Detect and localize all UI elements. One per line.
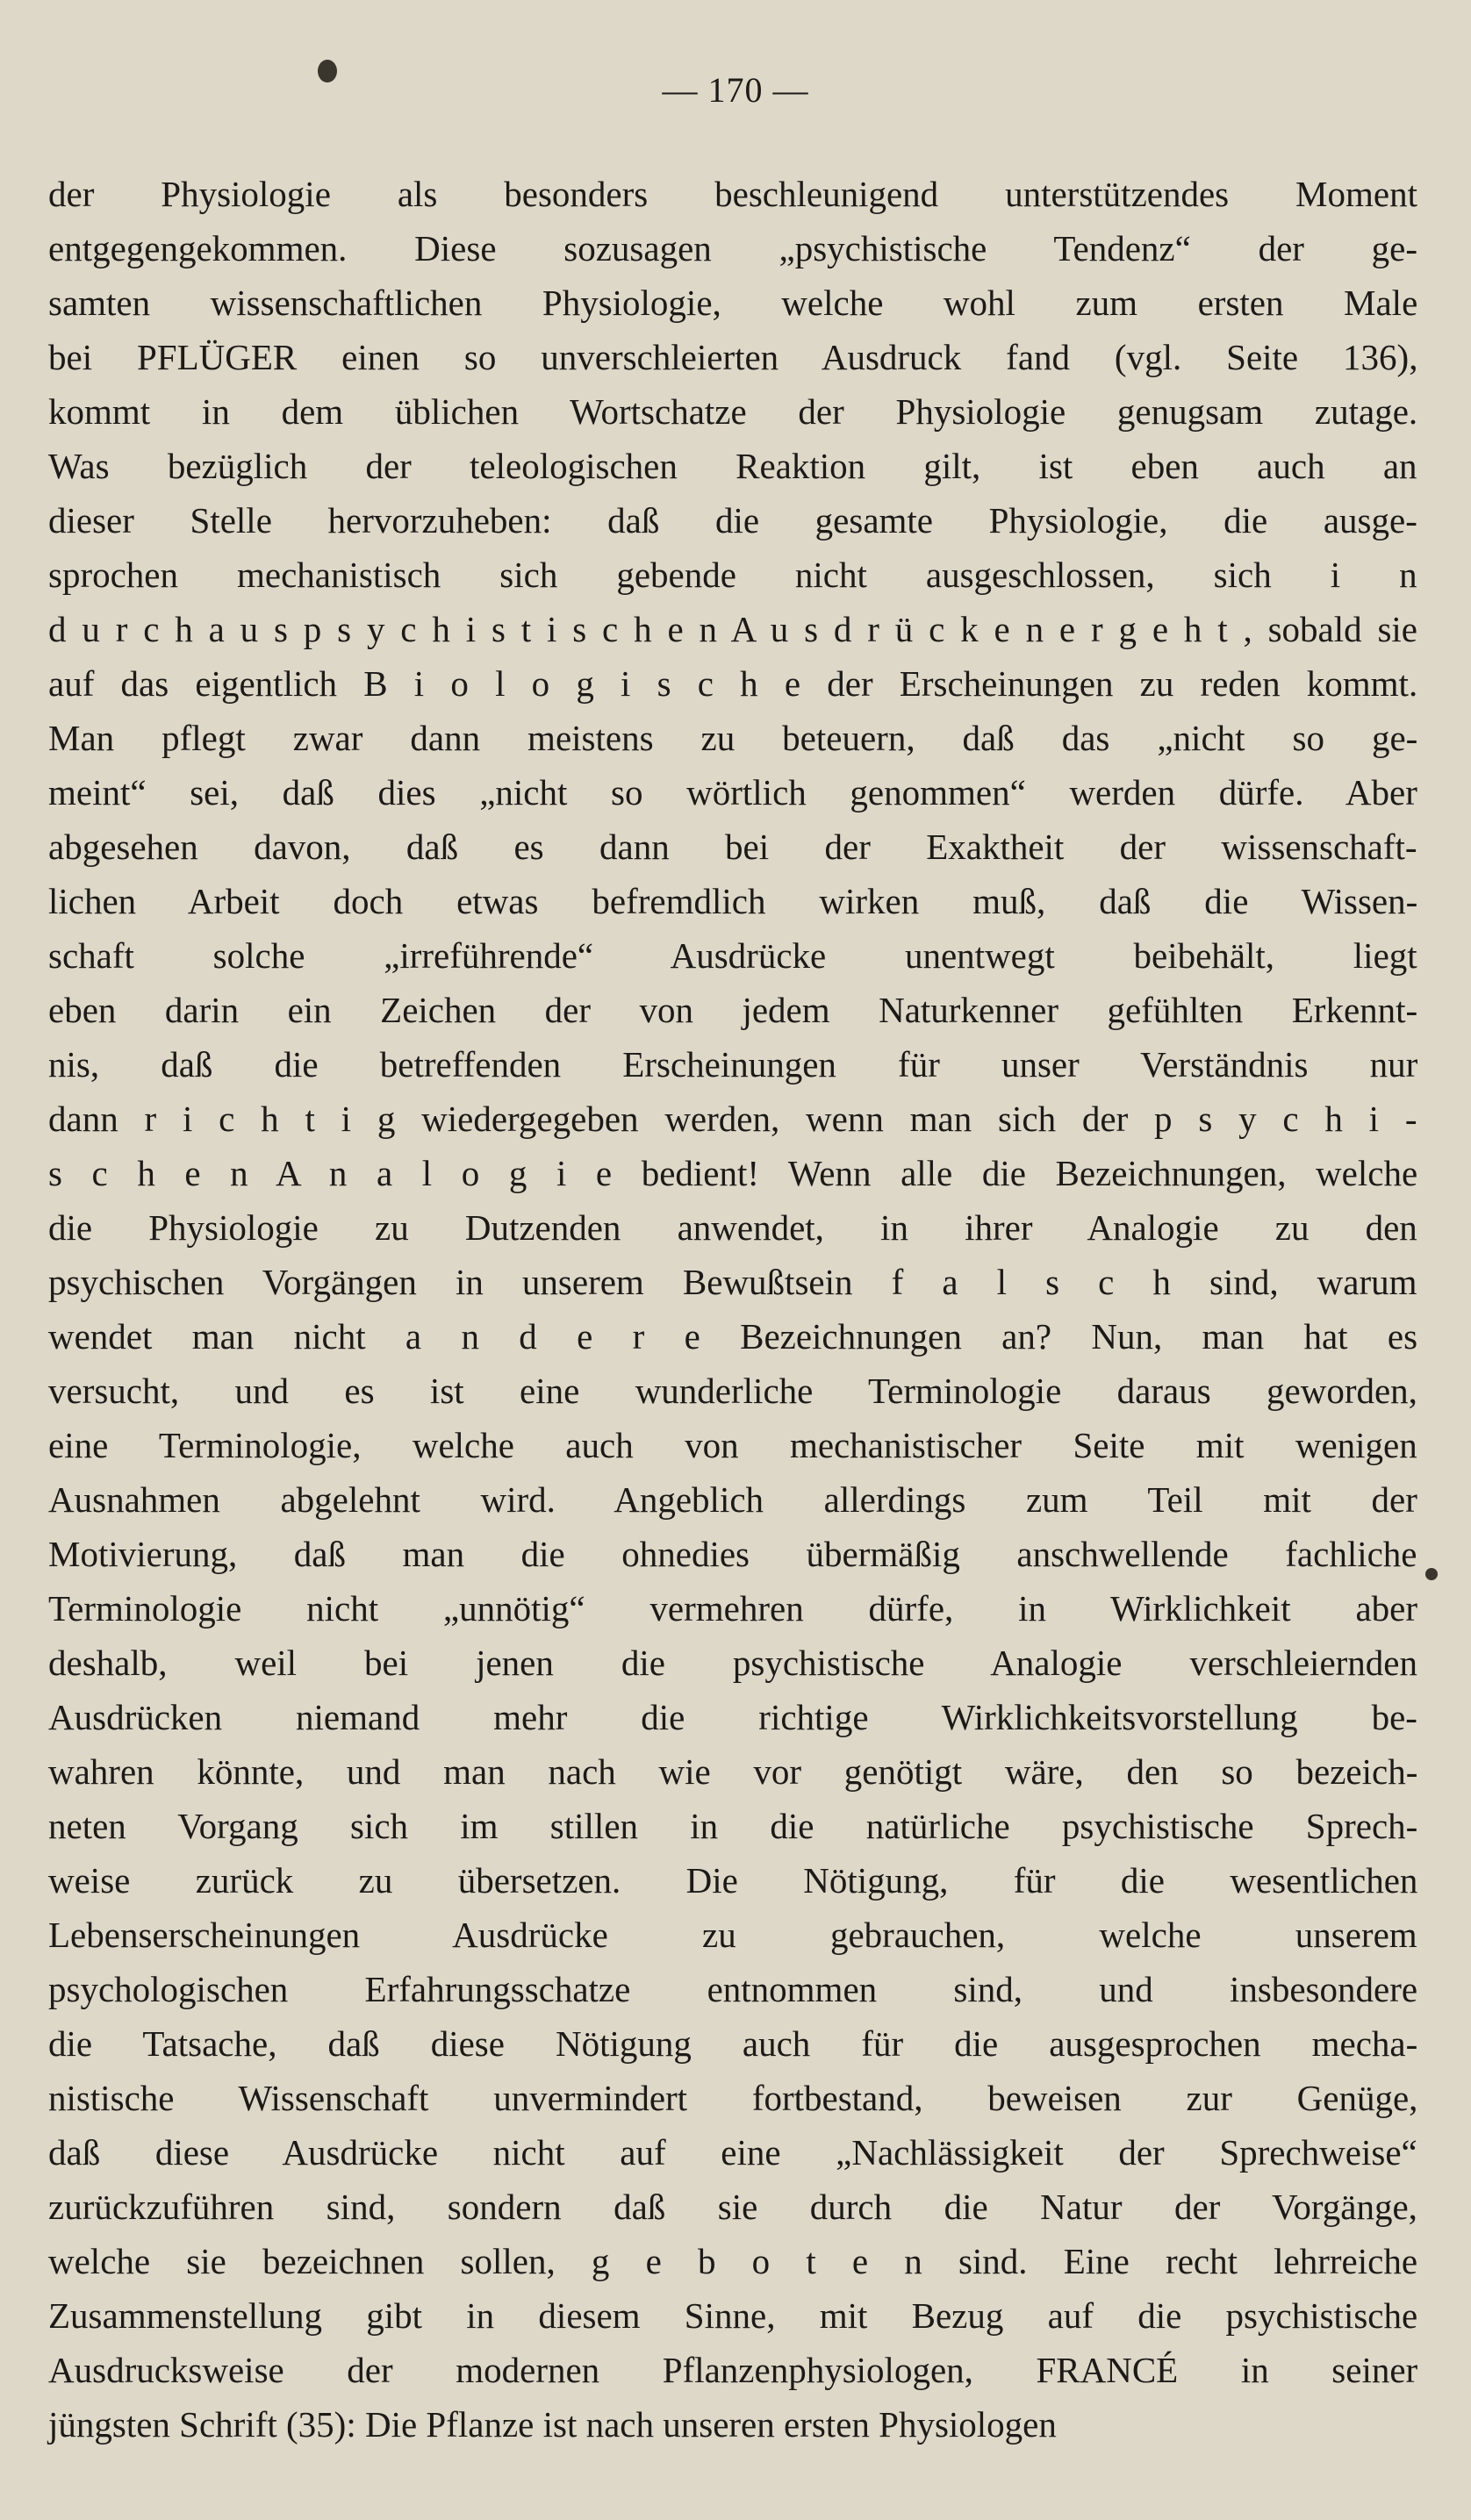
page-number: — 170 —: [662, 70, 809, 110]
ink-spot: [1425, 1568, 1438, 1580]
text-line: meint“ sei, daß dies „nicht so wörtlich genommen“ werden dürfe. Aber: [48, 772, 1417, 813]
text-line: die Tatsache, daß diese Nötigung auch für die ausgesprochen mecha-: [48, 2023, 1418, 2064]
text-line: der Physiologie als besonders beschleunigend unterstützendes Moment: [48, 174, 1417, 214]
text-line: samten wissenschaftlichen Physiologie, welche wohl zum ersten Male: [48, 283, 1418, 323]
text-line: abgesehen davon, daß es dann bei der Exaktheit der wissenschaft-: [48, 827, 1417, 867]
text-line: s c h e n A n a l o g i e bedient! Wenn alle die Bezeichnungen, welche: [48, 1153, 1418, 1193]
text-line: die Physiologie zu Dutzenden anwendet, in ihrer Analogie zu den: [48, 1207, 1417, 1248]
text-line: Terminologie nicht „unnötig“ vermehren dürfe, in Wirklichkeit aber: [48, 1588, 1418, 1629]
text-line: welche sie bezeichnen sollen, g e b o t e n sind. Eine recht lehrreiche: [48, 2241, 1418, 2281]
text-line: auf das eigentlich B i o l o g i s c h e der Erscheinungen zu reden kommt.: [48, 663, 1418, 704]
text-line: schaft solche „irreführende“ Ausdrücke unentwegt beibehält, liegt: [48, 935, 1417, 976]
text-line: psychologischen Erfahrungsschatze entnommen sind, und insbesondere: [48, 1969, 1418, 2009]
text-line: versucht, und es ist eine wunderliche Terminologie daraus geworden,: [48, 1371, 1417, 1411]
text-line: bei PFLÜGER einen so unverschleierten Ausdruck fand (vgl. Seite 136),: [48, 337, 1418, 377]
text-line: neten Vorgang sich im stillen in die natürliche psychistische Sprech-: [48, 1806, 1418, 1846]
text-line: dieser Stelle hervorzuheben: daß die gesamte Physiologie, die ausge-: [48, 500, 1417, 541]
text-line: nistische Wissenschaft unvermindert fortbestand, beweisen zur Genüge,: [48, 2078, 1418, 2118]
text-line: Ausdrucksweise der modernen Pflanzenphysiologen, FRANCÉ in seiner: [48, 2350, 1418, 2390]
text-line: Motivierung, daß man die ohnedies übermäßig anschwellende fachliche: [48, 1534, 1417, 1574]
text-line: Man pflegt zwar dann meistens zu beteuern, daß das „nicht so ge-: [48, 718, 1418, 758]
text-line: wendet man nicht a n d e r e Bezeichnungen an? Nun, man hat es: [48, 1316, 1418, 1357]
text-line: Ausnahmen abgelehnt wird. Angeblich allerdings zum Teil mit der: [48, 1479, 1417, 1520]
text-line: kommt in dem üblichen Wortschatze der Physiologie genugsam zutage.: [48, 391, 1418, 432]
text-line: wahren könnte, und man nach wie vor genötigt wäre, den so bezeich-: [48, 1751, 1418, 1792]
text-line: Lebenserscheinungen Ausdrücke zu gebrauchen, welche unserem: [48, 1915, 1417, 1955]
text-line: eine Terminologie, welche auch von mechanistischer Seite mit wenigen: [48, 1425, 1417, 1465]
text-line: d u r c h a u s p s y c h i s t i s c h e n A u s d r ü c k e n e r g e h t , sobald sie: [48, 609, 1418, 649]
body-text: [48, 167, 1417, 2452]
text-line: lichen Arbeit doch etwas befremdlich wirken muß, daß die Wissen-: [48, 881, 1418, 921]
text-line: eben darin ein Zeichen der von jedem Naturkenner gefühlten Erkennt-: [48, 990, 1418, 1030]
text-line: dann r i c h t i g wiedergegeben werden, wenn man sich der p s y c h i -: [48, 1099, 1417, 1139]
text-line: jüngsten Schrift (35): Die Pflanze ist nach unseren ersten Physiologen: [48, 2404, 1057, 2445]
text-line: Was bezüglich der teleologischen Reaktion gilt, ist eben auch an: [48, 446, 1417, 486]
text-line: sprochen mechanistisch sich gebende nicht ausgeschlossen, sich i n: [48, 555, 1417, 595]
text-line: Ausdrücken niemand mehr die richtige Wirklichkeitsvorstellung be-: [48, 1697, 1417, 1737]
text-line: Zusammenstellung gibt in diesem Sinne, mit Bezug auf die psychistische: [48, 2295, 1418, 2336]
text-line: deshalb, weil bei jenen die psychistische Analogie verschleiernden: [48, 1643, 1417, 1683]
text-line: entgegengekommen. Diese sozusagen „psychistische Tendenz“ der ge-: [48, 228, 1418, 268]
text-line: daß diese Ausdrücke nicht auf eine „Nachlässigkeit der Sprechweise“: [48, 2132, 1417, 2173]
text-line: weise zurück zu übersetzen. Die Nötigung, für die wesentlichen: [48, 1860, 1418, 1901]
text-line: zurückzuführen sind, sondern daß sie durch die Natur der Vorgänge,: [48, 2187, 1417, 2227]
text-line: psychischen Vorgängen in unserem Bewußtsein f a l s c h sind, warum: [48, 1262, 1417, 1302]
text-line: nis, daß die betreffenden Erscheinungen für unser Verständnis nur: [48, 1044, 1418, 1085]
